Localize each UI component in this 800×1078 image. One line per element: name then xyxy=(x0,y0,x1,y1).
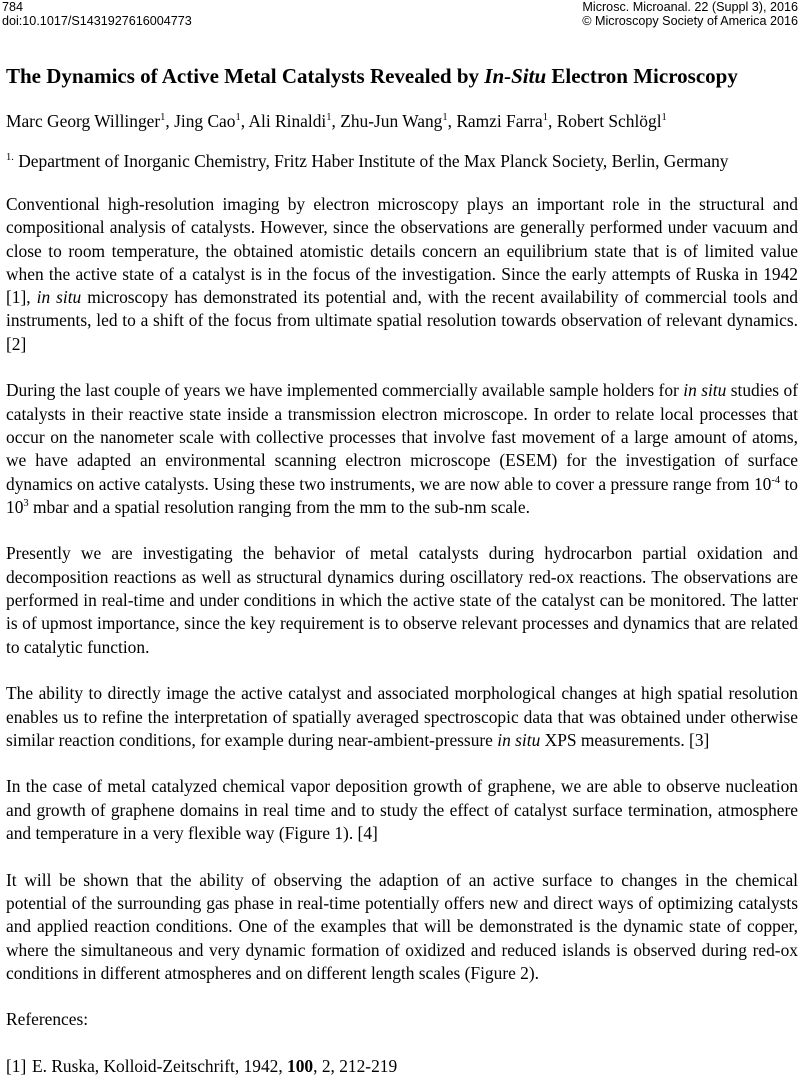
reference-1 xyxy=(6,1055,798,1078)
paragraph-4 xyxy=(6,682,798,752)
text-run: Conventional high-resolution imaging by electron microscopy plays an important role in the structural and compositional analysis of catalysts. However, since the observations are generally performed under vacuum and close to room temperature, the obtained atomistic details concern an equilibrium state that is of limited value when the active state of a catalyst is in the focus of the investigation. Since the early attempts of Ruska in 1942 [1], xyxy=(6,194,798,308)
affiliation xyxy=(6,150,796,172)
affiliation-number: 1. xyxy=(6,152,14,164)
paragraph-6: It will be shown that the ability of observing the adaption of an active surface to changes in the chemical potential of the surrounding gas phase in real-time potentially offers new and direct ways of optimizing catalysts and applied reaction conditions. One of the examples that will be demonstrated is the dynamic state of copper, where the simultaneous and very dynamic formation of oxidized and reduced islands is observed during red-ox conditions in different atmospheres and on different length scales (Figure 2). xyxy=(6,869,798,983)
text-run: The ability to directly image the active catalyst and associated morphological changes at high spatial resolution enables us to refine the interpretation of spatially averaged spectroscopic data that was obtained under otherwise similar reaction conditions, for example during near-ambient-pressure xyxy=(6,683,798,750)
page-number: 784 xyxy=(2,0,24,14)
affiliation-mark: 1 xyxy=(160,112,166,124)
affiliation-mark: 1 xyxy=(326,112,332,124)
copyright: © Microscopy Society of America 2016 xyxy=(582,14,798,28)
text-run: studies of catalysts in their reactive state inside a transmission electron microscope. In order to relate local processes that occur on the nanometer scale with collective processes that involve fast movement of a large amount of atoms, we have adapted an environmental scanning electron microscope (ESEM) for the investigation of surface dynamics on active catalysts. Using these two instruments, we are now able to cover a pressure range from 10 xyxy=(6,380,798,494)
paragraph-3: Presently we are investigating the behavior of metal catalysts during hydrocarbon partial oxidation and decomposition reactions as well as structural dynamics during oscillatory red-ox reactions. The observations are performed in real-time and under conditions in which the active state of the catalyst can be monitored. The latter is of upmost importance, since the key requirement is to observe relevant processes and dynamics that are related to catalytic function. xyxy=(6,543,798,657)
exponent: -4 xyxy=(771,474,781,486)
affiliation-mark: 1 xyxy=(661,112,667,124)
doi[interactable]: doi:10.1017/S1431927616004773 xyxy=(2,14,192,28)
italic-text: in situ xyxy=(683,380,727,401)
text-run: , 2, 212-219 xyxy=(313,1055,398,1076)
volume-number: 100 xyxy=(287,1055,314,1076)
author-separator: , xyxy=(331,111,341,131)
paragraph-2 xyxy=(6,379,798,519)
affiliation-text: Department of Inorganic Chemistry, Fritz Haber Institute of the Max Planck Society, Berlin, Germany xyxy=(13,151,729,171)
author-list xyxy=(6,110,796,132)
italic-text: in situ xyxy=(36,287,82,308)
italic-text: in situ xyxy=(497,729,541,750)
author-separator: , xyxy=(447,111,457,131)
affiliation-mark: 1 xyxy=(235,112,241,124)
text-run: XPS measurements. [3] xyxy=(540,729,710,750)
text-run: mbar and a spatial resolution ranging from the mm to the sub-nm scale. xyxy=(28,496,530,517)
paper-title xyxy=(6,63,796,89)
author-separator: , xyxy=(548,111,557,131)
author: Robert Schlögl xyxy=(556,111,662,131)
author-separator: , xyxy=(240,111,249,131)
paragraph-1 xyxy=(6,193,798,356)
journal-citation: Microsc. Microanal. 22 (Suppl 3), 2016 xyxy=(582,0,798,14)
header-left xyxy=(2,0,192,28)
affiliation-mark: 1 xyxy=(542,112,548,124)
title-italic: In-Situ xyxy=(484,64,547,88)
abstract-body xyxy=(6,193,798,1078)
author: Ali Rinaldi xyxy=(248,111,327,131)
reference-number: [1] xyxy=(6,1055,27,1076)
paragraph-5: In the case of metal catalyzed chemical vapor deposition growth of graphene, we are able to observe nucleation and growth of graphene domains in real time and to study the effect of catalyst surface termination, atmosphere and temperature in a very flexible way (Figure 1). [4] xyxy=(6,776,798,844)
affiliation-mark: 1 xyxy=(442,112,448,124)
title-part-1: The Dynamics of Active Metal Catalysts Revealed by xyxy=(6,64,485,88)
header-right xyxy=(582,0,798,28)
author: Ramzi Farra xyxy=(456,111,543,131)
author: Marc Georg Willinger xyxy=(6,111,161,131)
text-run: During the last couple of years we have implemented commercially available sample holders for xyxy=(6,380,684,401)
text-run: microscopy has demonstrated its potential and, with the recent availability of commercial tools and instruments, led to a shift of the focus from ultimate spatial resolution towards observation of relevant dynamics. [2] xyxy=(6,287,798,354)
references-heading: References: xyxy=(6,1009,89,1030)
author: Zhu-Jun Wang xyxy=(340,111,443,131)
running-header xyxy=(0,0,800,34)
text-run: E. Ruska, Kolloid-Zeitschrift, 1942, xyxy=(32,1055,288,1076)
title-part-3: Electron Microscopy xyxy=(546,64,738,88)
text-run: to 10 xyxy=(6,473,798,517)
author-separator: , xyxy=(165,111,175,131)
exponent: 3 xyxy=(23,498,29,510)
author: Jing Cao xyxy=(174,111,236,131)
